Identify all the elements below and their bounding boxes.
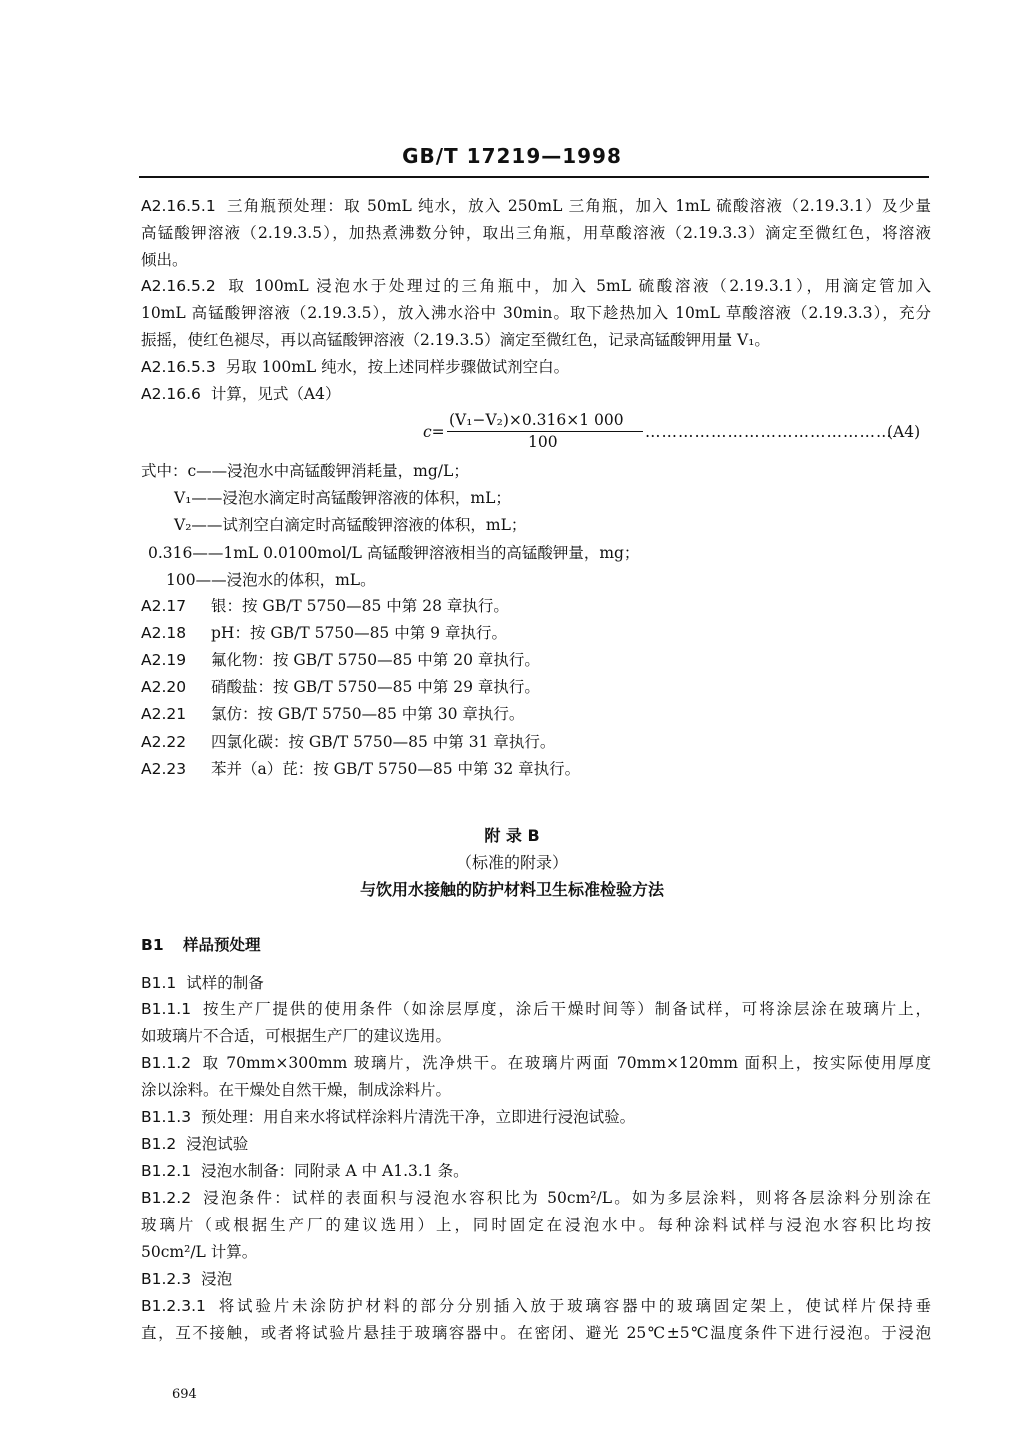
var-v2-definition: V₂——试剂空白滴定时高锰酸钾溶液的体积，mL；	[174, 516, 527, 534]
page-number: 694	[172, 1387, 197, 1402]
a2-16-5-1-line2: 高锰酸钾溶液（2.19.3.5），加热煮沸数分钟，取出三角瓶，用草酸溶液（2.19.3.3）滴定至微红色，将溶液	[141, 224, 931, 242]
a2-16-5-3: A2.16.5.3 另取 100mL 纯水，按上述同样步骤做试剂空白。	[141, 358, 570, 376]
b1-heading: B1 样品预处理	[141, 936, 261, 954]
list-item: A2.17 银：按 GB/T 5750—85 中第 28 章执行。	[141, 597, 509, 615]
b1-1-3: B1.1.3 预处理：用自来水将试样涂料片清洗干净，立即进行浸泡试验。	[141, 1108, 636, 1126]
b1-1-2-line1: B1.1.2 取 70mm×300mm 玻璃片，洗净烘干。在玻璃片两面 70mm×120mm 面积上，按实际使用厚度	[141, 1054, 931, 1072]
b1-1-1-line1: B1.1.1 按生产厂提供的使用条件（如涂层厚度，涂后干燥时间等）制备试样，可将涂层涂在玻璃片上，	[141, 1000, 931, 1018]
formula-leader-dots: ………………………………………	[645, 423, 893, 441]
list-item: A2.18 pH：按 GB/T 5750—85 中第 9 章执行。	[141, 624, 507, 642]
b1-2-2-line1: B1.2.2 浸泡条件：试样的表面积与浸泡水容积比为 50cm²/L。如为多层涂料，则将各层涂料分别涂在	[141, 1189, 931, 1207]
list-item: A2.22 四氯化碳：按 GB/T 5750—85 中第 31 章执行。	[141, 733, 556, 751]
header-rule	[139, 176, 929, 178]
appendix-title: 附 录 B	[484, 826, 540, 845]
list-item: A2.20 硝酸盐：按 GB/T 5750—85 中第 29 章执行。	[141, 678, 540, 696]
formula-equation-number: (A4)	[887, 423, 921, 441]
var-constant-definition: 0.316——1mL 0.0100mol/L 高锰酸钾溶液相当的高锰酸钾量，mg；	[148, 544, 640, 562]
formula-lhs: c=	[423, 423, 445, 441]
list-item: A2.21 氯仿：按 GB/T 5750—85 中第 30 章执行。	[141, 705, 525, 723]
appendix-subtitle: （标准的附录）	[455, 853, 568, 872]
a2-16-5-1-line3: 倾出。	[141, 251, 188, 269]
var-volume-definition: 100——浸泡水的体积，mL。	[166, 571, 376, 589]
b1-2-2-line2: 玻璃片（或根据生产厂的建议选用）上，同时固定在浸泡水中。每种涂料试样与浸泡水容积比均按	[141, 1216, 931, 1234]
b1-2-1: B1.2.1 浸泡水制备：同附录 A 中 A1.3.1 条。	[141, 1162, 469, 1180]
list-item: A2.23 苯并（a）芘：按 GB/T 5750—85 中第 32 章执行。	[141, 760, 581, 778]
appendix-heading: 与饮用水接触的防护材料卫生标准检验方法	[359, 880, 664, 899]
formula-numerator: (V₁−V₂)×0.316×1 000	[449, 411, 624, 429]
b1-2-3-heading: B1.2.3 浸泡	[141, 1270, 233, 1288]
standard-header: GB/T 17219—1998	[402, 144, 622, 168]
b1-1-1-line2: 如玻璃片不合适，可根据生产厂的建议选用。	[141, 1027, 452, 1045]
b1-1-heading: B1.1 试样的制备	[141, 974, 264, 992]
a2-16-5-1-line1: A2.16.5.1 三角瓶预处理：取 50mL 纯水，放入 250mL 三角瓶，加入 1mL 硫酸溶液（2.19.3.1）及少量	[141, 197, 931, 215]
a2-16-5-2-line2: 10mL 高锰酸钾溶液（2.19.3.5），放入沸水浴中 30min。取下趁热加入 10mL 草酸溶液（2.19.3.3），充分	[141, 304, 931, 322]
b1-2-3-1-line1: B1.2.3.1 将试验片未涂防护材料的部分分别插入放于玻璃容器中的玻璃固定架上，使试样片保持垂	[141, 1297, 931, 1315]
b1-1-2-line2: 涂以涂料。在干燥处自然干燥，制成涂料片。	[141, 1081, 452, 1099]
b1-2-heading: B1.2 浸泡试验	[141, 1135, 249, 1153]
formula-fraction-bar	[447, 431, 643, 432]
list-item: A2.19 氟化物：按 GB/T 5750—85 中第 20 章执行。	[141, 651, 540, 669]
b1-2-3-1-line2: 直，互不接触，或者将试验片悬挂于玻璃容器中。在密闭、避光 25℃±5℃温度条件下进行浸泡。于浸泡	[141, 1324, 931, 1342]
a2-16-5-2-line1: A2.16.5.2 取 100mL 浸泡水于处理过的三角瓶中，加入 5mL 硫酸溶液（2.19.3.1），用滴定管加入	[141, 277, 931, 295]
var-c-definition: 式中：c——浸泡水中高锰酸钾消耗量，mg/L；	[141, 462, 469, 480]
b1-2-2-line3: 50cm²/L 计算。	[141, 1243, 258, 1261]
a2-16-6: A2.16.6 计算，见式（A4）	[141, 385, 341, 403]
var-v1-definition: V₁——浸泡水滴定时高锰酸钾溶液的体积，mL；	[174, 489, 511, 507]
a2-16-5-2-line3: 振摇，使红色褪尽，再以高锰酸钾溶液（2.19.3.5）滴定至微红色，记录高锰酸钾用量 V₁。	[141, 331, 770, 349]
formula-denominator: 100	[528, 433, 558, 451]
